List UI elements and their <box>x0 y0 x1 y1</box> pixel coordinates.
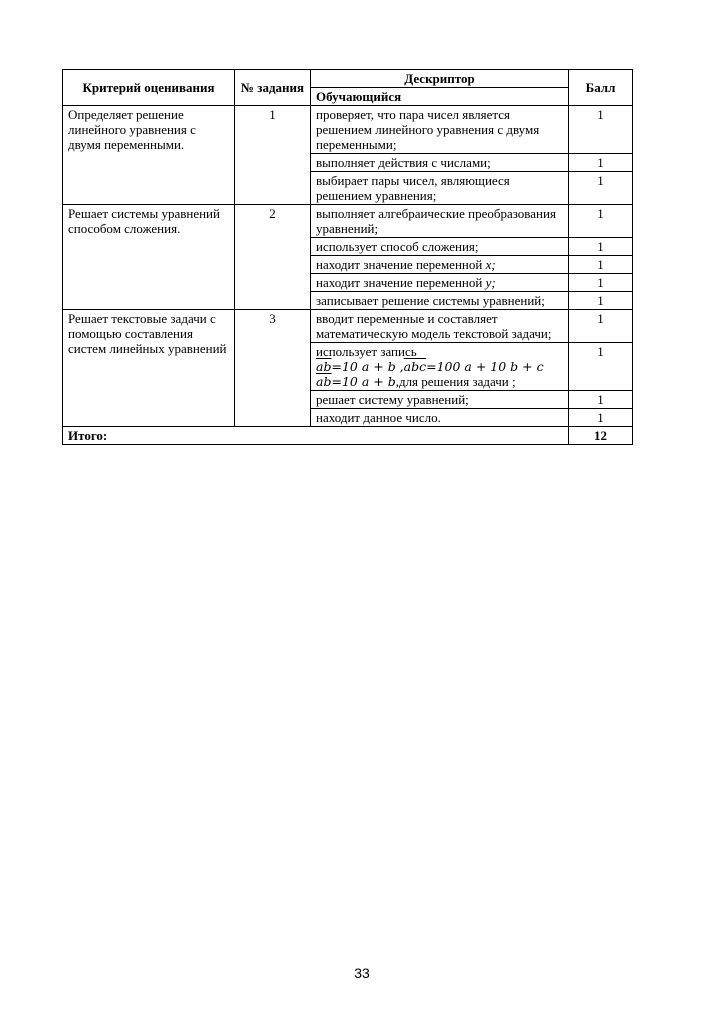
formula-abc: $\overline{abc}$ <box>403 359 427 374</box>
descriptor-cell: выполняет действия с числами; <box>311 154 569 172</box>
table-row <box>63 310 633 343</box>
student-subheader: Обучающийся <box>311 88 569 106</box>
formula-ab: $\overline{ab}$ <box>316 374 332 389</box>
descriptor-cell: записывает решение системы уравнений; <box>311 292 569 310</box>
assessment-rubric-table <box>62 69 633 445</box>
criterion-cell: Определяет решение линейного уравнения с двумя переменными. <box>63 106 235 205</box>
formula-ab: $\overline{ab}$ <box>316 359 332 374</box>
score-cell: 1 <box>569 343 633 391</box>
descriptor-text: использует запись <box>316 344 417 359</box>
descriptor-text: находит значение переменной <box>316 275 486 290</box>
criterion-header: Критерий оценивания <box>63 70 235 106</box>
score-header: Балл <box>569 70 633 106</box>
header-row <box>63 70 633 88</box>
descriptor-cell: выполняет алгебраические преобразования уравнений; <box>311 205 569 238</box>
score-cell: 1 <box>569 274 633 292</box>
formula-rhs: =10 a + b <box>331 374 396 389</box>
table-row <box>63 205 633 238</box>
variable-y: y; <box>485 275 496 290</box>
descriptor-cell: выбирает пары чисел, являющиеся решением уравнения; <box>311 172 569 205</box>
score-cell: 1 <box>569 154 633 172</box>
formula-line-2 <box>316 374 563 389</box>
descriptor-cell: использует способ сложения; <box>311 238 569 256</box>
total-score: 12 <box>569 427 633 445</box>
score-cell: 1 <box>569 256 633 274</box>
score-cell: 1 <box>569 391 633 409</box>
task-number-cell: 2 <box>235 205 311 310</box>
criterion-cell: Решает текстовые задачи с помощью составления систем линейных уравнений <box>63 310 235 427</box>
criterion-cell: Решает системы уравнений способом сложения. <box>63 205 235 310</box>
score-cell: 1 <box>569 310 633 343</box>
task-number-header: № задания <box>235 70 311 106</box>
descriptor-header: Дескриптор <box>311 70 569 88</box>
descriptor-cell <box>311 343 569 391</box>
total-label: Итого: <box>63 427 569 445</box>
formula-line-1 <box>316 359 563 374</box>
descriptor-text: находит значение переменной <box>316 257 486 272</box>
formula-rhs: =10 a + b , <box>331 359 404 374</box>
descriptor-cell: проверяет, что пара чисел является решением линейного уравнения с двумя переменными; <box>311 106 569 154</box>
descriptor-cell <box>311 274 569 292</box>
formula-rhs: =100 a + 10 b + c <box>426 359 544 374</box>
descriptor-cell: вводит переменные и составляет математическую модель текстовой задачи; <box>311 310 569 343</box>
score-cell: 1 <box>569 172 633 205</box>
page-number: 33 <box>354 965 370 981</box>
formula-tail: ,для решения задачи ; <box>395 374 516 389</box>
table-row <box>63 106 633 154</box>
score-cell: 1 <box>569 106 633 154</box>
variable-x: x; <box>485 257 496 272</box>
descriptor-cell: решает систему уравнений; <box>311 391 569 409</box>
descriptor-cell <box>311 256 569 274</box>
score-cell: 1 <box>569 238 633 256</box>
score-cell: 1 <box>569 205 633 238</box>
total-row <box>63 427 633 445</box>
task-number-cell: 1 <box>235 106 311 205</box>
task-number-cell: 3 <box>235 310 311 427</box>
score-cell: 1 <box>569 409 633 427</box>
score-cell: 1 <box>569 292 633 310</box>
descriptor-cell: находит данное число. <box>311 409 569 427</box>
